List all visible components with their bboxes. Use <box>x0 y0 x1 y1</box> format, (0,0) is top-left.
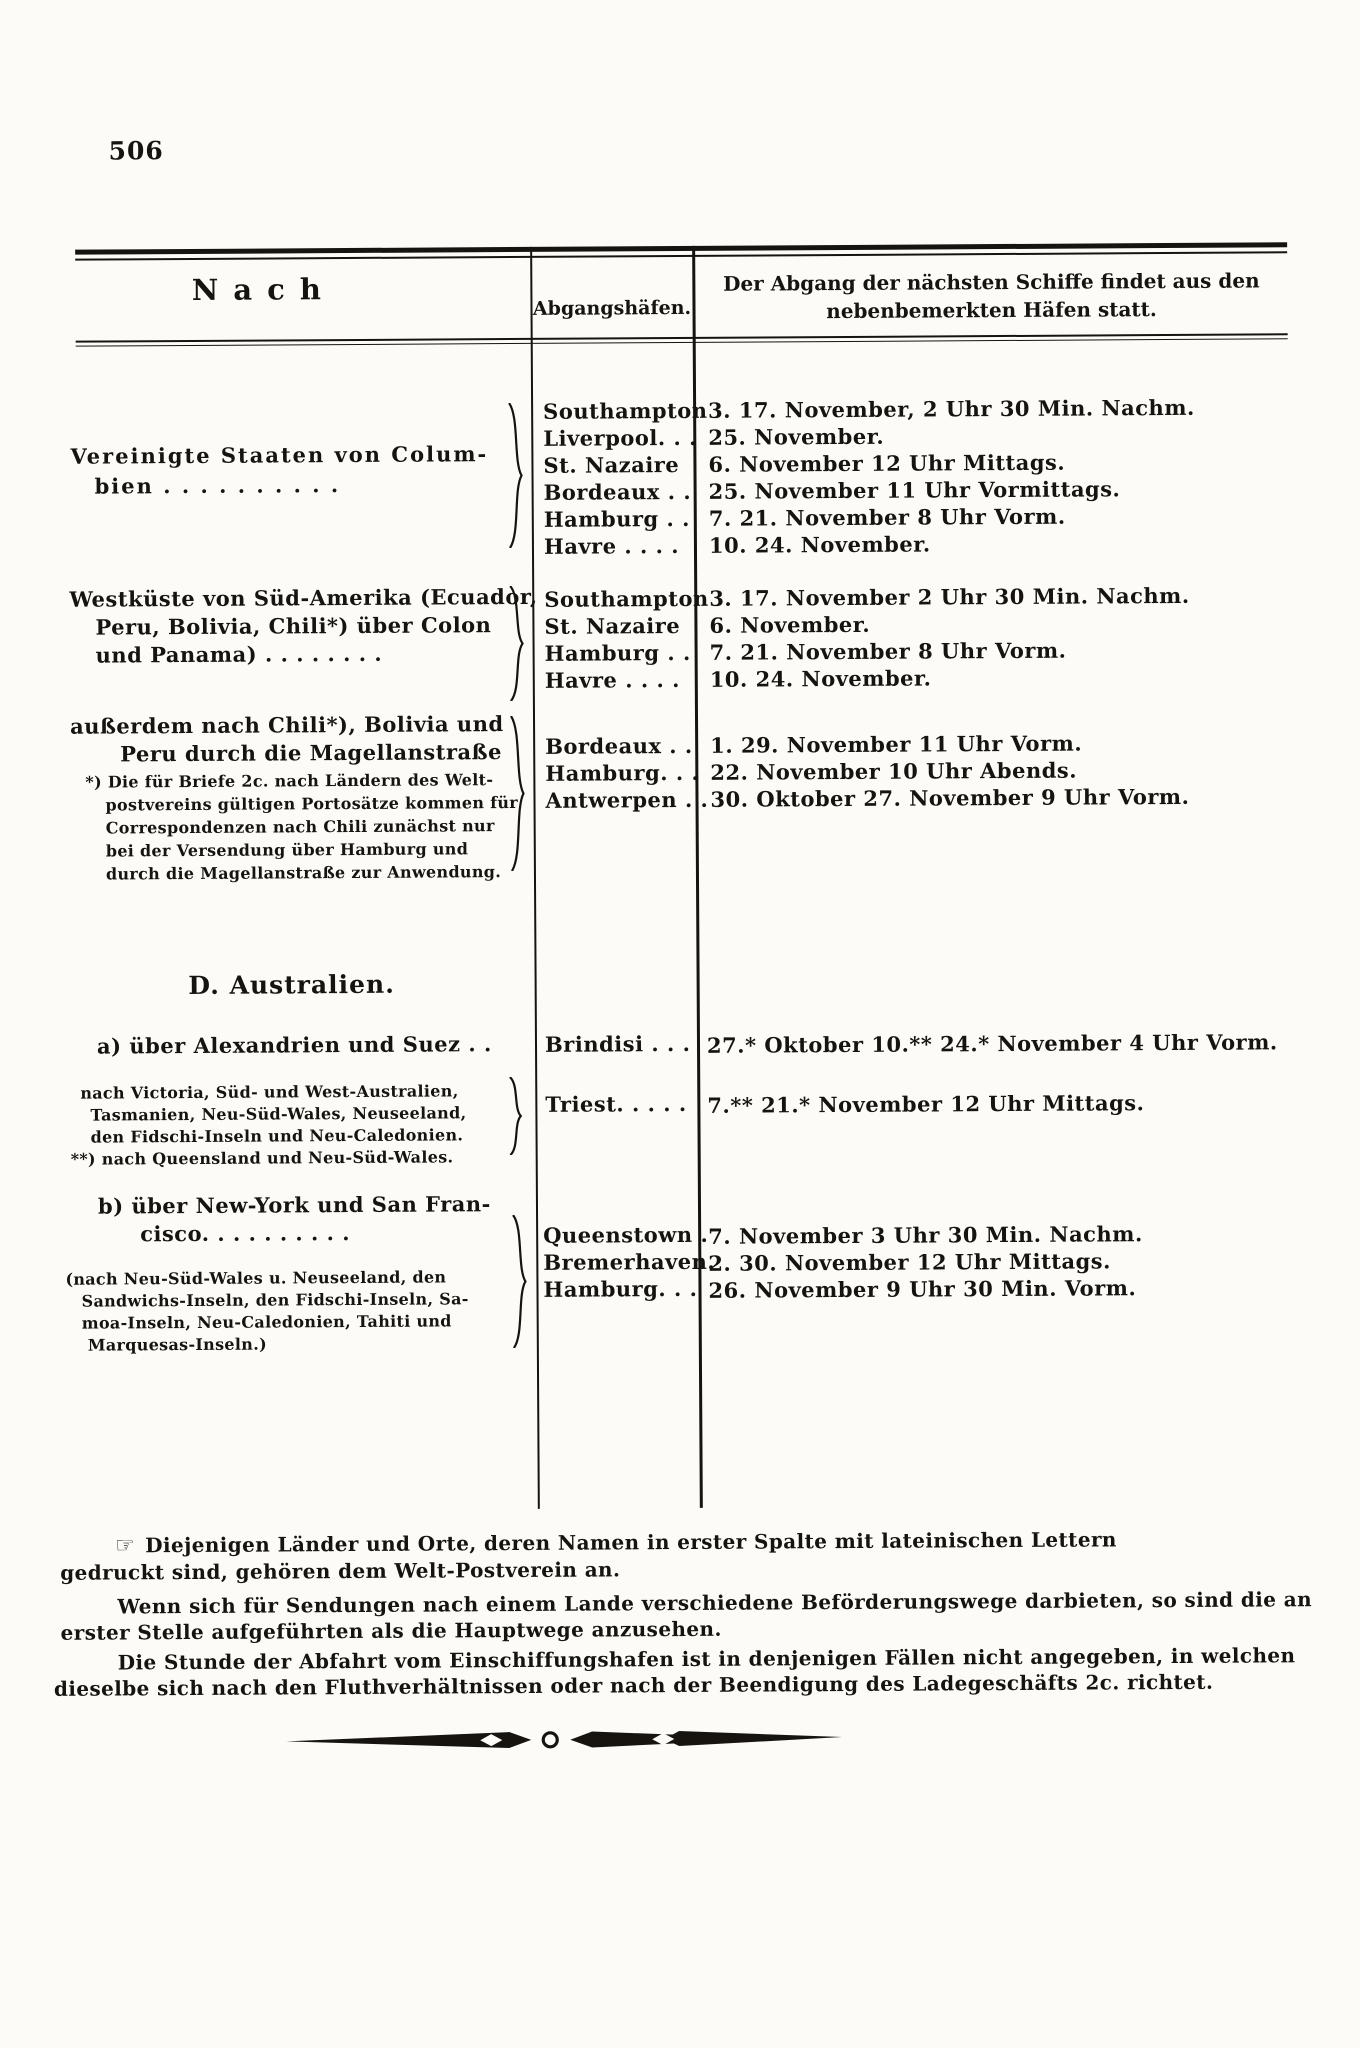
footnote-line: Correspondenzen nach Chili zunächst nur <box>105 816 495 838</box>
route-b-note-line: Sandwichs-Inseln, den Fidschi-Inseln, Sa- <box>81 1289 469 1311</box>
destination-chili-line2: Peru durch die Magellanstraße <box>120 739 502 767</box>
port: Havre . . . . <box>543 533 680 559</box>
departure-date: 10. 24. November. <box>709 665 932 692</box>
port: Triest. . . . . <box>545 1090 687 1117</box>
route-b-line2: cisco. . . . . . . . . . <box>140 1220 351 1247</box>
route-a-note-line: nach Victoria, Süd- und West-Australien, <box>80 1081 459 1103</box>
header-abgangshaefen: Abgangshäfen. <box>532 296 692 320</box>
departure-date: 30. Oktober 27. November 9 Uhr Vorm. <box>710 783 1190 812</box>
route-a-note-line: Tasmanien, Neu-Süd-Wales, Neuseeland, <box>90 1103 467 1125</box>
port: Bordeaux . . <box>543 478 692 505</box>
departure-date: 7. 21. November 8 Uhr Vorm. <box>708 503 1066 531</box>
destination-westcoast-line2: Peru, Bolivia, Chili*) über Colon <box>95 612 492 640</box>
port: Bordeaux . . <box>545 732 693 759</box>
departure-date: 10. 24. November. <box>708 531 931 558</box>
row-brace <box>508 716 527 871</box>
departure-date: 6. November. <box>709 611 871 638</box>
footnote-line: postvereins gültigen Portosätze kommen für <box>105 792 519 815</box>
port: Liverpool. . . <box>543 424 697 451</box>
departure-date: 2. 30. November 12 Uhr Mittags. <box>708 1248 1111 1276</box>
port: Hamburg . . <box>543 505 690 532</box>
port: Hamburg. . . <box>543 1275 698 1302</box>
ornament-divider <box>284 1725 844 1758</box>
footer-para2-line1: Wenn sich für Sendungen nach einem Lande verschiedene Beförderungswege darbieten, so sind die an <box>117 1587 1313 1619</box>
row-brace <box>507 586 526 701</box>
footer-para3-line1: Die Stunde der Abfahrt vom Einschiffungshafen ist in denjenigen Fällen nicht angegeben, in welchen <box>117 1643 1296 1675</box>
departure-date: 26. November 9 Uhr 30 Min. Vorm. <box>708 1275 1137 1303</box>
route-a-note-line: den Fidschi-Inseln und Neu-Caledonien. <box>90 1125 464 1147</box>
destination-columbia-line1: Vereinigte Staaten von Colum- <box>70 441 489 469</box>
port: Hamburg. . . <box>545 759 700 786</box>
destination-columbia-line2: bien . . . . . . . . . . <box>94 472 341 499</box>
port: Southampton <box>543 397 708 424</box>
port: Havre . . . . <box>544 667 680 693</box>
departure-date: 7. 21. November 8 Uhr Vorm. <box>709 637 1067 665</box>
destination-chili-line1: außerdem nach Chili*), Bolivia und <box>69 711 504 739</box>
departure-date: 3. 17. November 2 Uhr 30 Min. Nachm. <box>709 582 1190 611</box>
row-brace <box>506 403 525 548</box>
departure-date: 22. November 10 Uhr Abends. <box>710 757 1078 785</box>
departure-date: 25. November. <box>708 423 885 450</box>
page-number: 506 <box>108 136 164 166</box>
column-divider-1 <box>530 247 540 1509</box>
footer-para1-text: Diejenigen Länder und Orte, deren Namen in erster Spalte mit lateinischen Lettern <box>145 1527 1117 1558</box>
port: Brindisi . . . <box>544 1030 691 1057</box>
port: Southampton <box>544 585 709 612</box>
port: Antwerpen . . <box>545 786 709 813</box>
row-brace <box>510 1215 529 1348</box>
port: Queenstown . <box>543 1221 709 1248</box>
route-b-note-line: Marquesas-Inseln.) <box>87 1334 267 1355</box>
port: Bremerhaven. <box>543 1248 716 1275</box>
footnote-line: bei der Versendung über Hamburg und <box>105 839 469 861</box>
route-a-line: a) über Alexandrien und Suez . . <box>96 1031 492 1059</box>
footnote-line: *) Die für Briefe 2c. nach Ländern des Welt- <box>85 770 494 792</box>
departure-date: 6. November 12 Uhr Mittags. <box>708 449 1066 477</box>
port: St. Nazaire <box>544 612 681 639</box>
footer-para2-line2: erster Stelle aufgeführten als die Hauptwege anzusehen. <box>60 1616 722 1645</box>
footer-para3-line2: dieselbe sich nach den Fluthverhältnissen oder nach der Beendigung des Ladegeschäfts 2c. richtet. <box>53 1669 1214 1701</box>
header-nach: Nach <box>191 272 337 307</box>
footer-para1-line2: gedruckt sind, gehören dem Welt-Postverein an. <box>60 1557 621 1585</box>
route-b-note-line: moa-Inseln, Neu-Caledonien, Tahiti und <box>81 1311 452 1333</box>
departure-date: 27.* Oktober 10.** 24.* November 4 Uhr Vorm. <box>706 1029 1278 1058</box>
header-departures-line1: Der Abgang der nächsten Schiffe findet aus den <box>723 268 1260 296</box>
destination-westcoast-line3: und Panama) . . . . . . . . <box>95 640 383 668</box>
section-title-australien: D. Australien. <box>188 969 395 1001</box>
route-a-note-line: **) nach Queensland und Neu-Süd-Wales. <box>70 1147 454 1169</box>
header-departures-line2: nebenbemerkten Häfen statt. <box>826 297 1157 324</box>
manicule-icon: ☞ <box>114 1533 136 1559</box>
departure-date: 7. November 3 Uhr 30 Min. Nachm. <box>708 1221 1143 1249</box>
departure-date: 1. 29. November 11 Uhr Vorm. <box>710 730 1083 758</box>
port: Hamburg . . <box>544 639 691 666</box>
departure-date: 25. November 11 Uhr Vormittags. <box>708 476 1121 504</box>
departure-date: 7.** 21.* November 12 Uhr Mittags. <box>707 1090 1145 1118</box>
footnote-line: durch die Magellanstraße zur Anwendung. <box>105 862 502 884</box>
port: St. Nazaire <box>543 452 680 478</box>
row-brace <box>507 1077 523 1155</box>
footer-para1-line1 <box>115 1527 1117 1558</box>
route-b-line1: b) über New-York und San Fran- <box>97 1191 491 1219</box>
departure-date: 3. 17. November, 2 Uhr 30 Min. Nachm. <box>708 394 1195 423</box>
destination-westcoast-line1: Westküste von Süd-Amerika (Ecuador, <box>69 583 538 612</box>
route-b-note-line: (nach Neu-Süd-Wales u. Neuseeland, den <box>65 1267 447 1289</box>
